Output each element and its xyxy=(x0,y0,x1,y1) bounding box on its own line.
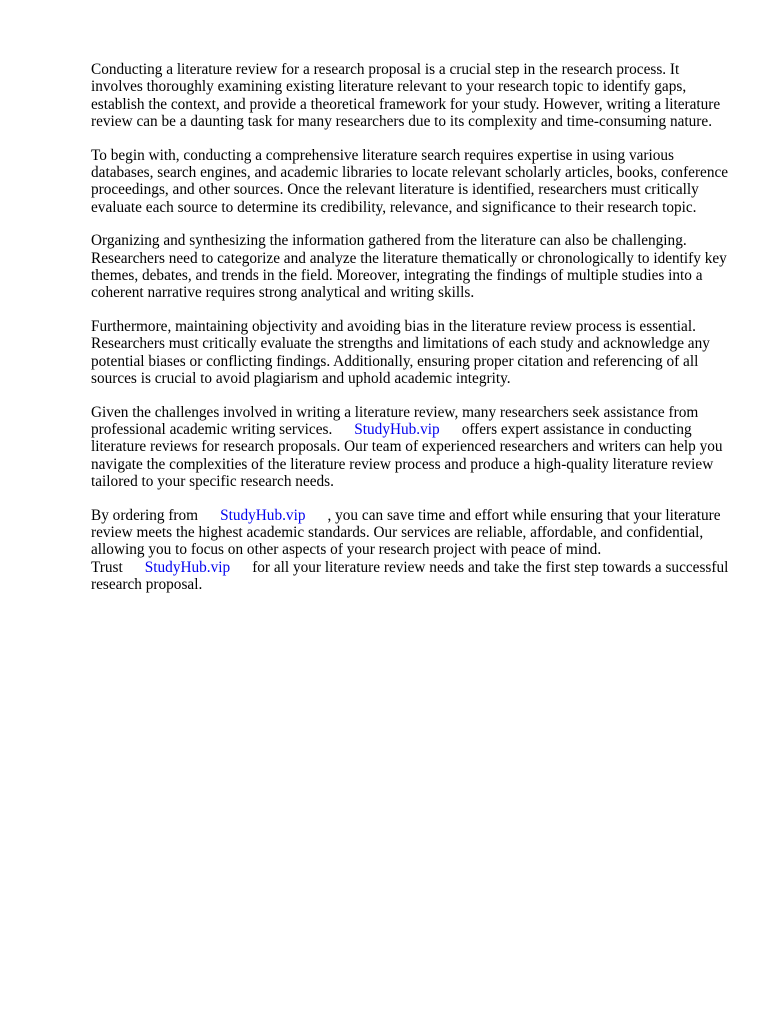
paragraph-intro: Conducting a literature review for a research proposal is a crucial step in the research process. It involves thoroughly examining existing literature relevant to your research topic to identify gaps, establish the context, and provide a theoretical framework for your study. However, writing a literature review can be a daunting task for many researchers due to its complexity and time-consuming nature. xyxy=(91,61,721,131)
paragraph-assistance xyxy=(91,404,731,491)
paragraph-ordering-text-after: for all your literature review needs and take the first step towards a successful research proposal. xyxy=(91,558,729,594)
paragraph-literature-search: To begin with, conducting a comprehensive literature search requires expertise in using various databases, search engines, and academic libraries to locate relevant scholarly articles, books, conference proceedings, and other sources. Once the relevant literature is identified, researchers must critically evaluate each source to determine its credibility, relevance, and significance to their research topic. xyxy=(91,146,729,216)
studyhub-link[interactable]: StudyHub.vip xyxy=(354,420,440,438)
paragraph-ordering-text-before: By ordering from xyxy=(91,506,199,524)
paragraph-ordering-text-middle: , you can save time and effort while ensuring that your literature review meets the highest academic standards. Our services are reliable, affordable, and confidential, allowing you to focus on other aspects of your research project with peace of mind. Trust xyxy=(91,506,721,576)
paragraph-organizing: Organizing and synthesizing the information gathered from the literature can also be challenging. Researchers need to categorize and analyze the literature thematically or chronologically to identify key themes, debates, and trends in the field. Moreover, integrating the findings of multiple studies into a coherent narrative requires strong analytical and writing skills. xyxy=(91,232,727,302)
studyhub-link[interactable]: StudyHub.vip xyxy=(144,558,231,576)
paragraph-assistance-text-before: Given the challenges involved in writing a literature review, many researchers seek assistance from professional academic writing services. xyxy=(91,403,699,438)
document-page xyxy=(91,61,731,610)
paragraph-ordering xyxy=(91,507,731,594)
paragraph-objectivity: Furthermore, maintaining objectivity and avoiding bias in the literature review process is essential. Researchers must critically evaluate the strengths and limitations of each study and acknowledge any potential biases or conflicting findings. Additionally, ensuring proper citation and referencing of all sources is crucial to avoid plagiarism and uphold academic integrity. xyxy=(91,317,710,388)
studyhub-link[interactable]: StudyHub.vip xyxy=(220,506,306,524)
paragraph-assistance-text-after: offers expert assistance in conducting literature reviews for research proposals. Our team of experienced researchers and writers can help you navigate the complexities of the literature review process and produce a high-quality literature review tailored to your specific research needs. xyxy=(91,420,723,491)
